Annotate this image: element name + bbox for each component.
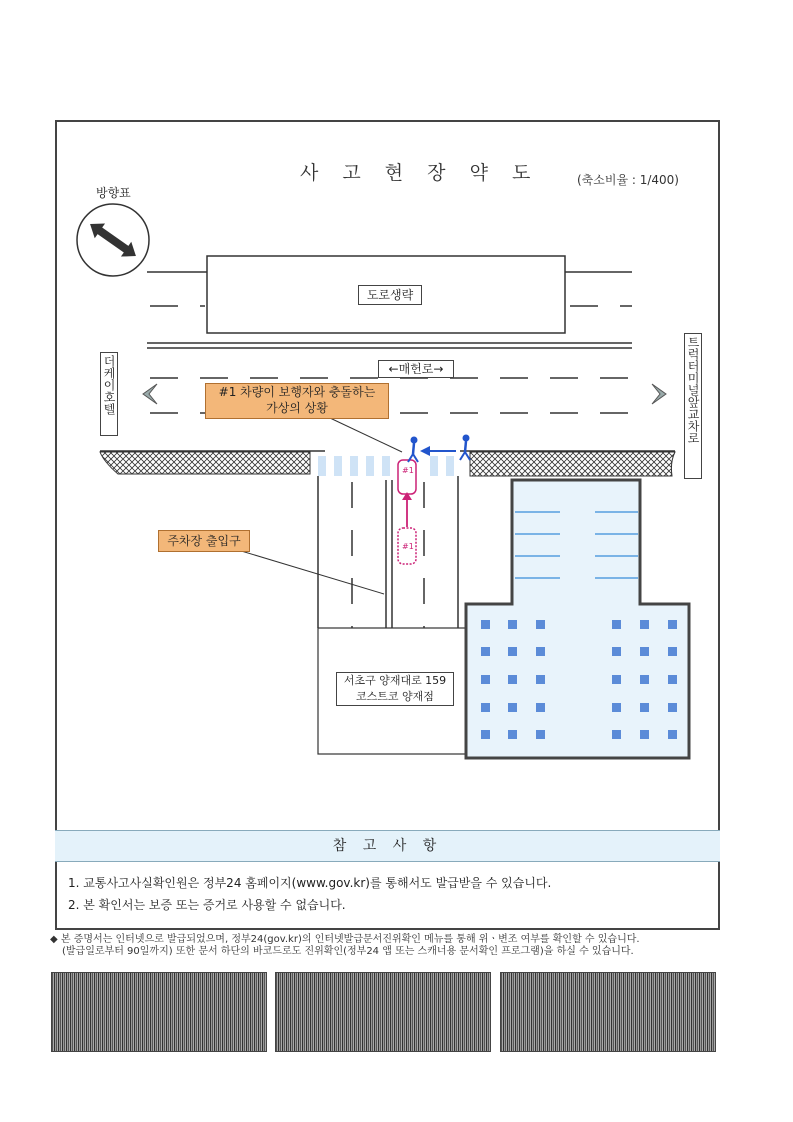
address-line2: 코스트코 양재점 xyxy=(356,690,434,703)
footer-line2: (발급일로부터 90일까지) 또한 문서 하단의 바코드로도 진위확인(정부24 앱 또는 스캐너용 문서확인 프로그램)을 하실 수 있습니다. xyxy=(62,946,634,957)
scale-label: (축소비율 : 1/400) xyxy=(577,173,679,187)
security-barcode-1 xyxy=(51,972,267,1052)
hedge-left xyxy=(100,452,310,474)
footer-line1: ◆ 본 증명서는 인터넷으로 발급되었으며, 정부24(gov.kr)의 인터넷발급문서진위확인 메뉴를 통해 위ㆍ변조 여부를 확인할 수 있습니다. xyxy=(50,934,640,945)
compass-icon xyxy=(77,204,149,276)
reference-note-2: 2. 본 확인서는 보증 또는 증거로 사용할 수 없습니다. xyxy=(68,898,346,912)
main-road-label: ←매헌로→ xyxy=(378,360,454,378)
security-barcode-2 xyxy=(275,972,491,1052)
reference-note-1: 1. 교통사고사실확인원은 정부24 홈페이지(www.gov.kr)를 통해서도 발급받을 수 있습니다. xyxy=(68,876,552,890)
address-line1: 서초구 양재대로 159 xyxy=(343,674,447,687)
security-barcode-3 xyxy=(500,972,716,1052)
address-box xyxy=(336,672,454,706)
document-title: 사 고 현 장 약 도 xyxy=(300,162,540,184)
vehicle-label: #1 xyxy=(402,466,414,475)
arrow-right-icon xyxy=(652,384,666,404)
vehicle-label-prev: #1 xyxy=(402,542,414,551)
pedestrian-icon xyxy=(408,435,470,462)
collision-note-line2: 가상의 상황 xyxy=(266,401,328,415)
compass-label: 방향표 xyxy=(96,186,131,200)
right-place-label: 트럭터미널앞교차로 xyxy=(684,333,702,479)
parking-lot xyxy=(466,480,689,758)
footer-notice xyxy=(50,934,750,958)
hedge-right xyxy=(470,452,675,476)
arrow-left-icon xyxy=(143,384,157,404)
parking-entrance-callout: 주차장 출입구 xyxy=(158,530,250,552)
collision-note-line1: #1 차량이 보행자와 충돌하는 xyxy=(218,385,376,399)
omitted-road-label: 도로생략 xyxy=(358,285,422,305)
left-place-label: 더케이호텔 xyxy=(100,352,118,436)
collision-callout xyxy=(205,383,389,419)
reference-header xyxy=(55,830,720,862)
reference-title: 참 고 사 항 xyxy=(332,838,443,854)
